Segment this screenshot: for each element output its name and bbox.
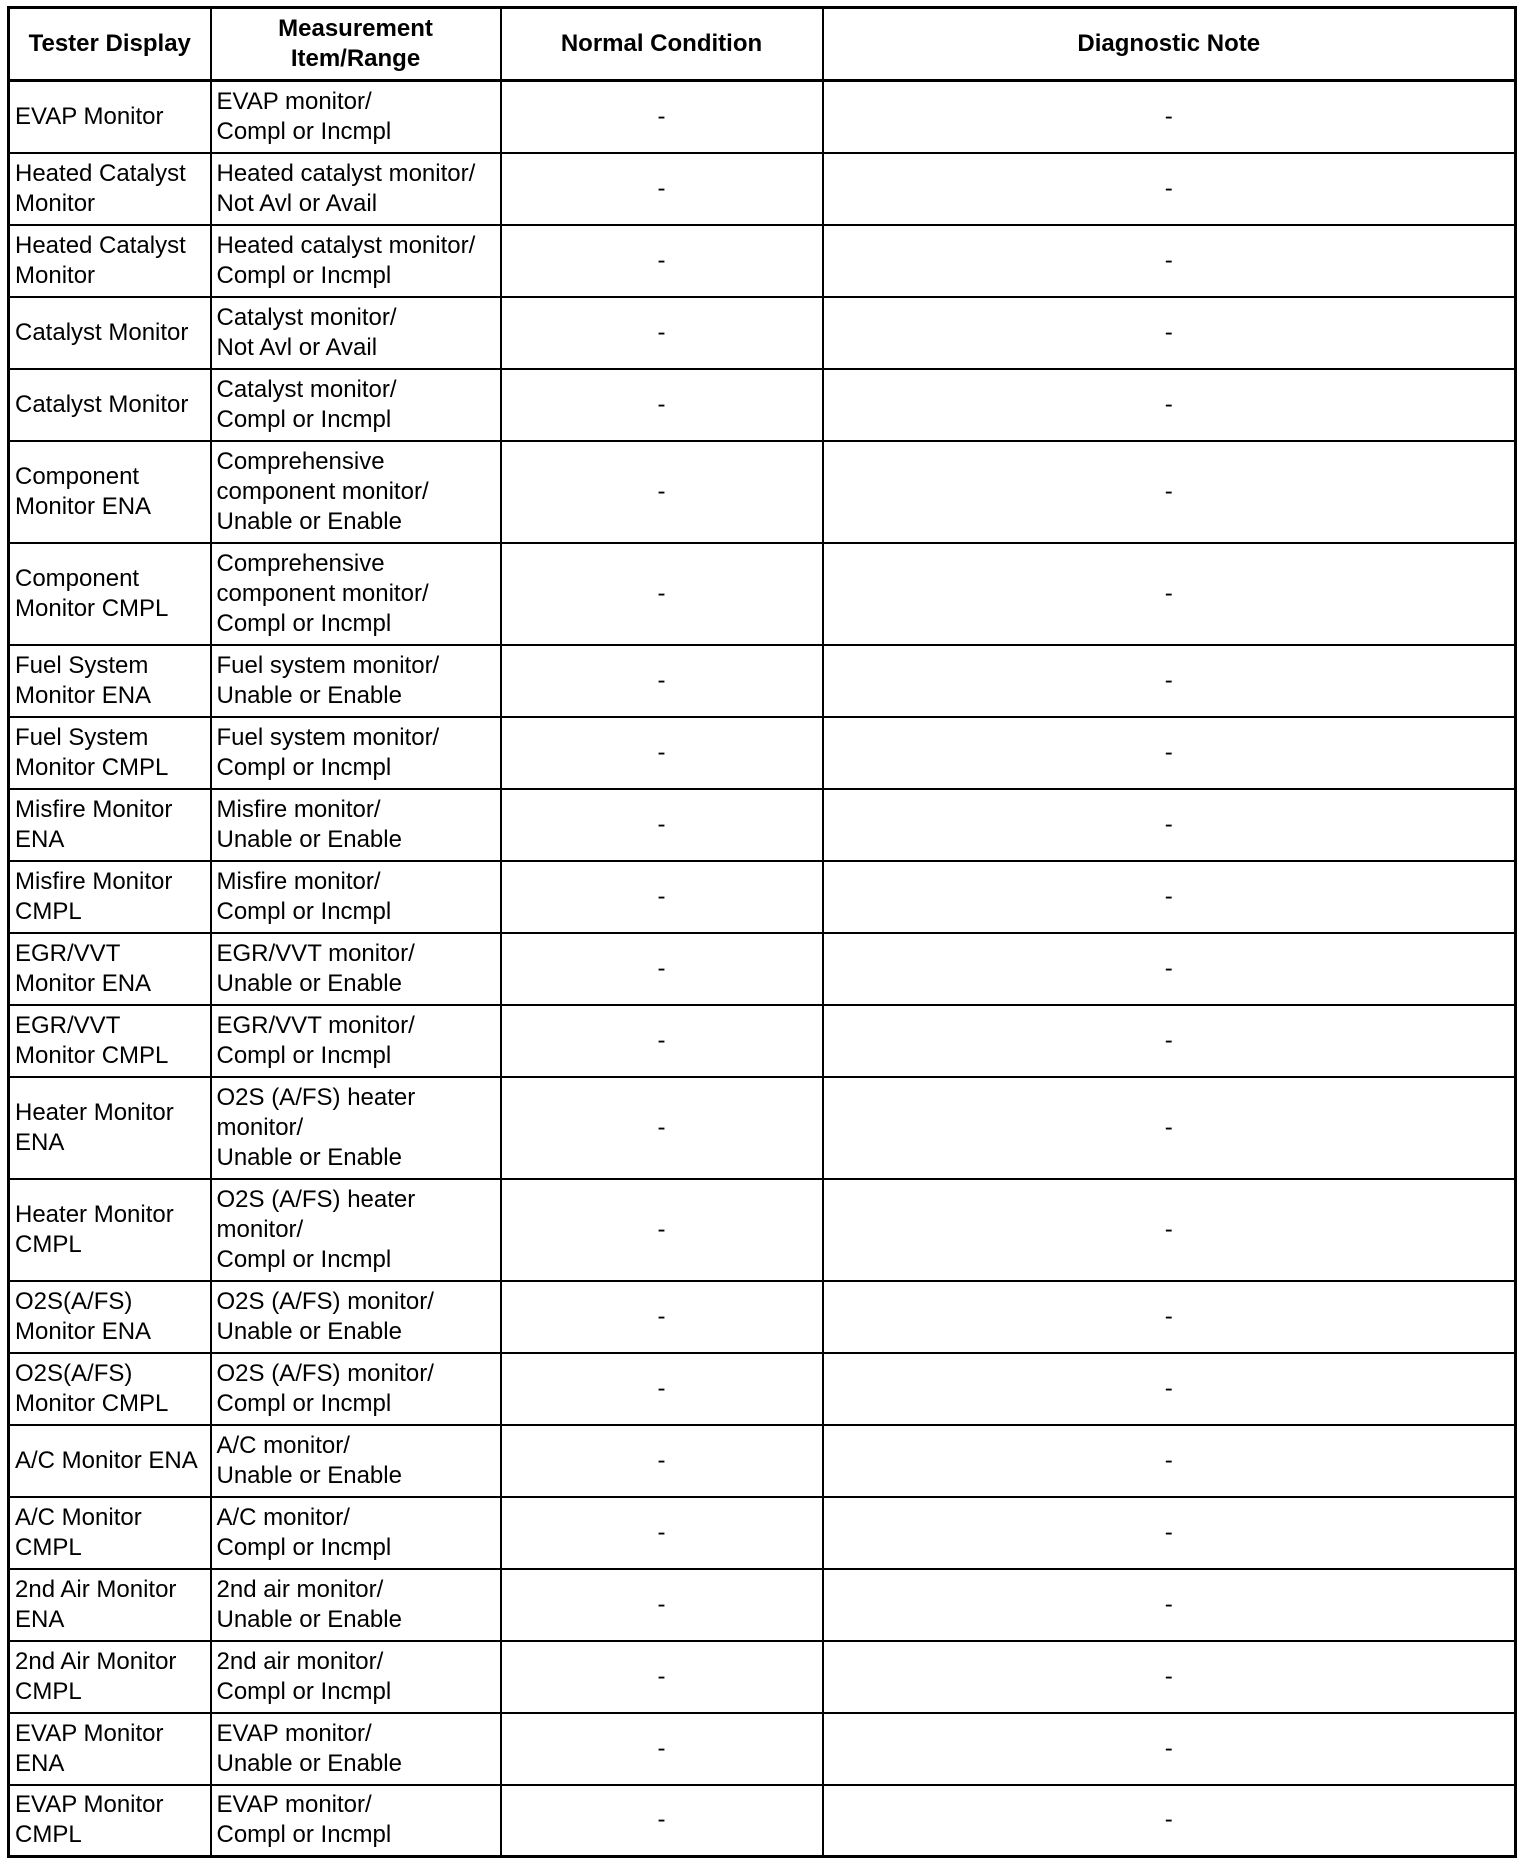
measurement-cell: O2S (A/FS) monitor/ Compl or Incmpl [211,1353,501,1425]
tester-display-cell: Component Monitor ENA [9,441,211,543]
diagnostic-note-cell: - [823,861,1516,933]
normal-condition-cell: - [501,861,823,933]
diagnostic-note-cell: - [823,933,1516,1005]
tester-display-cell: Heater Monitor ENA [9,1077,211,1179]
measurement-cell: Misfire monitor/ Unable or Enable [211,789,501,861]
table-row [9,297,1516,369]
measurement-cell: 2nd air monitor/ Compl or Incmpl [211,1641,501,1713]
diagnostic-note-cell: - [823,1497,1516,1569]
measurement-cell: A/C monitor/ Unable or Enable [211,1425,501,1497]
table-row [9,225,1516,297]
table-header-row [9,8,1516,81]
header-normal-condition: Normal Condition [501,8,823,81]
table-row [9,1281,1516,1353]
table-row [9,153,1516,225]
tester-display-cell: 2nd Air Monitor CMPL [9,1641,211,1713]
measurement-cell: 2nd air monitor/ Unable or Enable [211,1569,501,1641]
normal-condition-cell: - [501,645,823,717]
table-row [9,1713,1516,1785]
tester-display-cell: Misfire Monitor CMPL [9,861,211,933]
normal-condition-cell: - [501,1641,823,1713]
tester-display-cell: EVAP Monitor CMPL [9,1785,211,1857]
table-row [9,543,1516,645]
measurement-cell: Heated catalyst monitor/ Not Avl or Avail [211,153,501,225]
measurement-cell: O2S (A/FS) monitor/ Unable or Enable [211,1281,501,1353]
diagnostic-note-cell: - [823,1641,1516,1713]
table-row [9,645,1516,717]
normal-condition-cell: - [501,717,823,789]
diagnostic-note-cell: - [823,297,1516,369]
normal-condition-cell: - [501,1353,823,1425]
tester-display-cell: A/C Monitor CMPL [9,1497,211,1569]
table-row [9,1425,1516,1497]
table-row [9,789,1516,861]
diagnostic-note-cell: - [823,153,1516,225]
diagnostic-note-cell: - [823,225,1516,297]
normal-condition-cell: - [501,225,823,297]
normal-condition-cell: - [501,1281,823,1353]
diagnostic-note-cell: - [823,717,1516,789]
tester-display-cell: Heater Monitor CMPL [9,1179,211,1281]
table-row [9,933,1516,1005]
table-row [9,1353,1516,1425]
normal-condition-cell: - [501,369,823,441]
measurement-cell: Catalyst monitor/ Not Avl or Avail [211,297,501,369]
diagnostic-note-cell: - [823,1713,1516,1785]
monitor-status-table [7,6,1517,1858]
measurement-cell: O2S (A/FS) heater monitor/ Unable or Enable [211,1077,501,1179]
normal-condition-cell: - [501,153,823,225]
diagnostic-note-cell: - [823,1281,1516,1353]
normal-condition-cell: - [501,933,823,1005]
tester-display-cell: EGR/VVT Monitor ENA [9,933,211,1005]
table-row [9,1569,1516,1641]
header-measurement-item-range: Measurement Item/Range [211,8,501,81]
measurement-cell: Comprehensive component monitor/ Unable or Enable [211,441,501,543]
diagnostic-note-cell: - [823,369,1516,441]
measurement-cell: EVAP monitor/ Compl or Incmpl [211,1785,501,1857]
table-row [9,717,1516,789]
diagnostic-note-cell: - [823,645,1516,717]
tester-display-cell: 2nd Air Monitor ENA [9,1569,211,1641]
measurement-cell: EGR/VVT monitor/ Compl or Incmpl [211,1005,501,1077]
diagnostic-note-cell: - [823,1077,1516,1179]
table-row [9,1005,1516,1077]
measurement-cell: Comprehensive component monitor/ Compl or Incmpl [211,543,501,645]
measurement-cell: Catalyst monitor/ Compl or Incmpl [211,369,501,441]
diagnostic-note-cell: - [823,543,1516,645]
diagnostic-note-cell: - [823,81,1516,153]
diagnostic-note-cell: - [823,1425,1516,1497]
measurement-cell: Heated catalyst monitor/ Compl or Incmpl [211,225,501,297]
measurement-cell: Fuel system monitor/ Unable or Enable [211,645,501,717]
table-row [9,1077,1516,1179]
diagnostic-note-cell: - [823,1005,1516,1077]
diagnostic-note-cell: - [823,1569,1516,1641]
tester-display-cell: EVAP Monitor [9,81,211,153]
normal-condition-cell: - [501,441,823,543]
normal-condition-cell: - [501,1005,823,1077]
measurement-cell: EVAP monitor/ Unable or Enable [211,1713,501,1785]
measurement-cell: Fuel system monitor/ Compl or Incmpl [211,717,501,789]
table-row [9,1497,1516,1569]
tester-display-cell: O2S(A/FS) Monitor CMPL [9,1353,211,1425]
normal-condition-cell: - [501,1497,823,1569]
normal-condition-cell: - [501,1077,823,1179]
diagnostic-note-cell: - [823,1179,1516,1281]
table-row [9,861,1516,933]
table-row [9,81,1516,153]
tester-display-cell: Component Monitor CMPL [9,543,211,645]
normal-condition-cell: - [501,297,823,369]
tester-display-cell: Catalyst Monitor [9,297,211,369]
tester-display-cell: Misfire Monitor ENA [9,789,211,861]
header-tester-display: Tester Display [9,8,211,81]
tester-display-cell: O2S(A/FS) Monitor ENA [9,1281,211,1353]
diagnostic-note-cell: - [823,789,1516,861]
tester-display-cell: Heated Catalyst Monitor [9,225,211,297]
header-diagnostic-note: Diagnostic Note [823,8,1516,81]
tester-display-cell: EGR/VVT Monitor CMPL [9,1005,211,1077]
measurement-cell: EVAP monitor/ Compl or Incmpl [211,81,501,153]
table-row [9,1785,1516,1857]
tester-display-cell: EVAP Monitor ENA [9,1713,211,1785]
table-row [9,369,1516,441]
tester-display-cell: Fuel System Monitor ENA [9,645,211,717]
normal-condition-cell: - [501,543,823,645]
measurement-cell: A/C monitor/ Compl or Incmpl [211,1497,501,1569]
tester-display-cell: Fuel System Monitor CMPL [9,717,211,789]
normal-condition-cell: - [501,1713,823,1785]
tester-display-cell: Heated Catalyst Monitor [9,153,211,225]
diagnostic-note-cell: - [823,441,1516,543]
measurement-cell: Misfire monitor/ Compl or Incmpl [211,861,501,933]
table-row [9,441,1516,543]
table-row [9,1641,1516,1713]
normal-condition-cell: - [501,81,823,153]
normal-condition-cell: - [501,1425,823,1497]
diagnostic-note-cell: - [823,1785,1516,1857]
tester-display-cell: A/C Monitor ENA [9,1425,211,1497]
tester-display-cell: Catalyst Monitor [9,369,211,441]
normal-condition-cell: - [501,1569,823,1641]
diagnostic-note-cell: - [823,1353,1516,1425]
normal-condition-cell: - [501,1785,823,1857]
measurement-cell: EGR/VVT monitor/ Unable or Enable [211,933,501,1005]
normal-condition-cell: - [501,789,823,861]
table-row [9,1179,1516,1281]
normal-condition-cell: - [501,1179,823,1281]
measurement-cell: O2S (A/FS) heater monitor/ Compl or Incmpl [211,1179,501,1281]
